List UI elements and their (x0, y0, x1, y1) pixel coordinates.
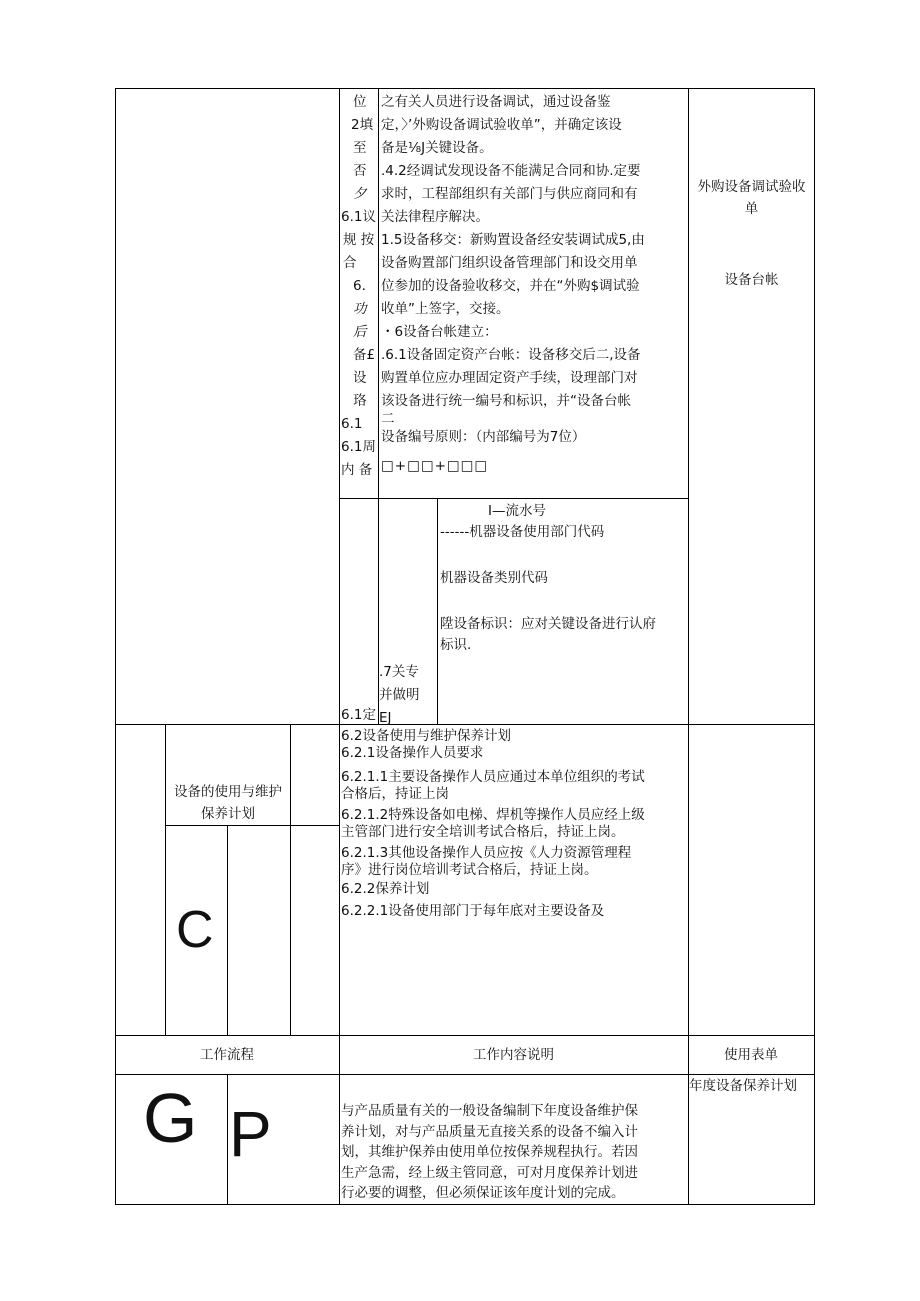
rule (115, 1035, 815, 1036)
text-line: 主管部门进行安全培训考试合格后，持证上岗。 (341, 824, 625, 840)
text-line: 设备购置部门组织设备管理部门和设交用单 (381, 255, 638, 271)
text-line: 设备编号原则：（内部编号为7位） (381, 429, 586, 445)
usage-section (341, 728, 686, 920)
column-fragment: 否 (353, 163, 367, 179)
rule (290, 724, 291, 1036)
column-fragment: EJ (379, 710, 392, 726)
column-fragment: 6.1 (341, 416, 363, 432)
column-fragment: 位 (353, 94, 367, 110)
column-fragment: 6.1周 (341, 439, 376, 455)
rule (339, 88, 340, 1205)
text-line: 之有关人员进行设备调试，通过设备鉴 (381, 94, 611, 110)
rule (115, 1074, 815, 1075)
rule (115, 88, 116, 1205)
column-fragment: 规 按 (343, 232, 375, 248)
form-name-ledger: 设备台帐 (724, 272, 779, 288)
column-fragment: 夕 (353, 186, 367, 202)
flow-letter-c: C (176, 901, 214, 959)
text-line: 该设备进行统一编号和标识，并“设备台帐 (381, 393, 631, 409)
form-name-line: 单 (744, 201, 759, 217)
column-fragment: .7关专 (379, 664, 419, 680)
text-line: 6.2.2保养计划 (341, 881, 430, 897)
text-line: 6.2.2.1设备使用部门于每年底对主要设备及 (341, 903, 605, 919)
text-line: 购置单位应办理固定资产手续，设理部门对 (381, 370, 638, 386)
text-line: 与产品质量有关的一般设备编制下年度设备维护保 (341, 1103, 638, 1119)
text-line: 行必要的调整，但必须保证该年度计划的完成。 (341, 1185, 625, 1201)
rule (227, 825, 228, 1036)
flow-letter-p: P (229, 1098, 272, 1170)
flow-letter-g: G (143, 1079, 198, 1157)
sub-left-column (379, 661, 437, 730)
rule (227, 1074, 228, 1205)
rule (115, 1204, 815, 1205)
maintenance-plan-text (341, 1101, 686, 1204)
text-line: 求时，工程部组织有关部门与供应商同和有 (381, 186, 638, 202)
rule (688, 88, 689, 1205)
form-name-line: 外购设备调试验收 (697, 179, 806, 195)
text-line: 生产急需，经上级主管同意，可对月度保养计划进 (341, 1164, 638, 1181)
text-line: 6.2.1.1主要设备操作人员应通过本单位组织的考试 (341, 769, 645, 785)
text-line: 养计划，对与产品质量无直接关系的设备不编入计 (341, 1123, 638, 1140)
text-line: 6.2.1设备操作人员要求 (341, 745, 484, 761)
text-line: 关法律程序解决。 (381, 209, 489, 225)
sub-bottom-label: 6.1定 (341, 707, 376, 723)
rule (165, 825, 339, 826)
text-line: 6.2.1.3其他设备操作人员应按《人力资源管理程 (341, 845, 632, 861)
rule (378, 88, 379, 725)
rule (165, 724, 166, 1036)
column-fragment: 备£ (353, 347, 376, 363)
column-fragment: 珞 (353, 393, 367, 409)
marking-text-end: 标识. (440, 637, 472, 653)
column-fragment: 至 (353, 140, 367, 156)
text-line: ・6设备台帐建立： (381, 324, 498, 340)
code-category: 机器设备类别代码 (440, 570, 548, 586)
text-line: 位参加的设备验收移交，并在“外购$调试验 (381, 278, 640, 294)
rule (437, 498, 438, 725)
code-serial: I—流水号 (488, 503, 546, 519)
label-line: 设备的使用与维护 (174, 784, 282, 800)
text-line: 6.2设备使用与维护保养计划 (341, 728, 511, 744)
rule (115, 88, 815, 89)
text-line: 备是⅛J关键设备。 (381, 140, 493, 156)
column-fragment: 设 (353, 370, 367, 386)
form-name-annual-plan: 年度设备保养计划 (689, 1078, 797, 1094)
text-line: .4.2经调试发现设备不能满足合同和协.定要 (381, 163, 641, 179)
text-line: 序》进行岗位培训考试合格后，持证上岗。 (341, 862, 598, 878)
text-line: 1.5设备移交：新购置设备经安装调试成5,由 (381, 232, 645, 248)
column-fragment: 6. (353, 278, 366, 294)
label-line: 保养计划 (201, 806, 255, 822)
usage-maintenance-label (165, 781, 291, 825)
column-fragment: 后 (353, 324, 367, 340)
header-forms-used: 使用表单 (724, 1047, 778, 1063)
upper-description (381, 91, 687, 478)
column-fragment: 并做明 (379, 687, 420, 703)
left-narrow-column (341, 91, 378, 482)
rule (339, 498, 688, 499)
header-work-flow: 工作流程 (200, 1047, 254, 1063)
text-line: .6.1设备固定资产台帐：设备移交后二,设备 (381, 347, 641, 363)
column-fragment: 内 备 (341, 462, 373, 478)
text-line: 二 (381, 411, 395, 427)
text-line: 合格后，持证上岗 (341, 786, 449, 802)
column-fragment: 合 (343, 255, 357, 271)
text-line: 收单”上签字，交接。 (381, 301, 510, 317)
rule (115, 724, 815, 725)
text-line: 划，其维护保养由使用单位按保养规程执行。若因 (341, 1144, 638, 1160)
text-line: □+□□+□□□ (381, 458, 489, 474)
form-name-acceptance (689, 176, 814, 220)
header-work-description: 工作内容说明 (473, 1047, 554, 1063)
marking-text: 陞设备标识：应对关键设备进行认府 (440, 616, 656, 632)
rule (814, 88, 815, 1205)
code-dept: ------机器设备使用部门代码 (440, 524, 605, 540)
column-fragment: 6.1议 (341, 209, 376, 225)
column-fragment: 2填 (351, 117, 374, 133)
text-line: 定，〉’外购设备调试验收单”，并确定该设 (381, 117, 622, 133)
text-line: 6.2.1.2特殊设备如电梯、焊机等操作人员应经上级 (341, 807, 645, 823)
column-fragment: 功 (353, 301, 367, 317)
